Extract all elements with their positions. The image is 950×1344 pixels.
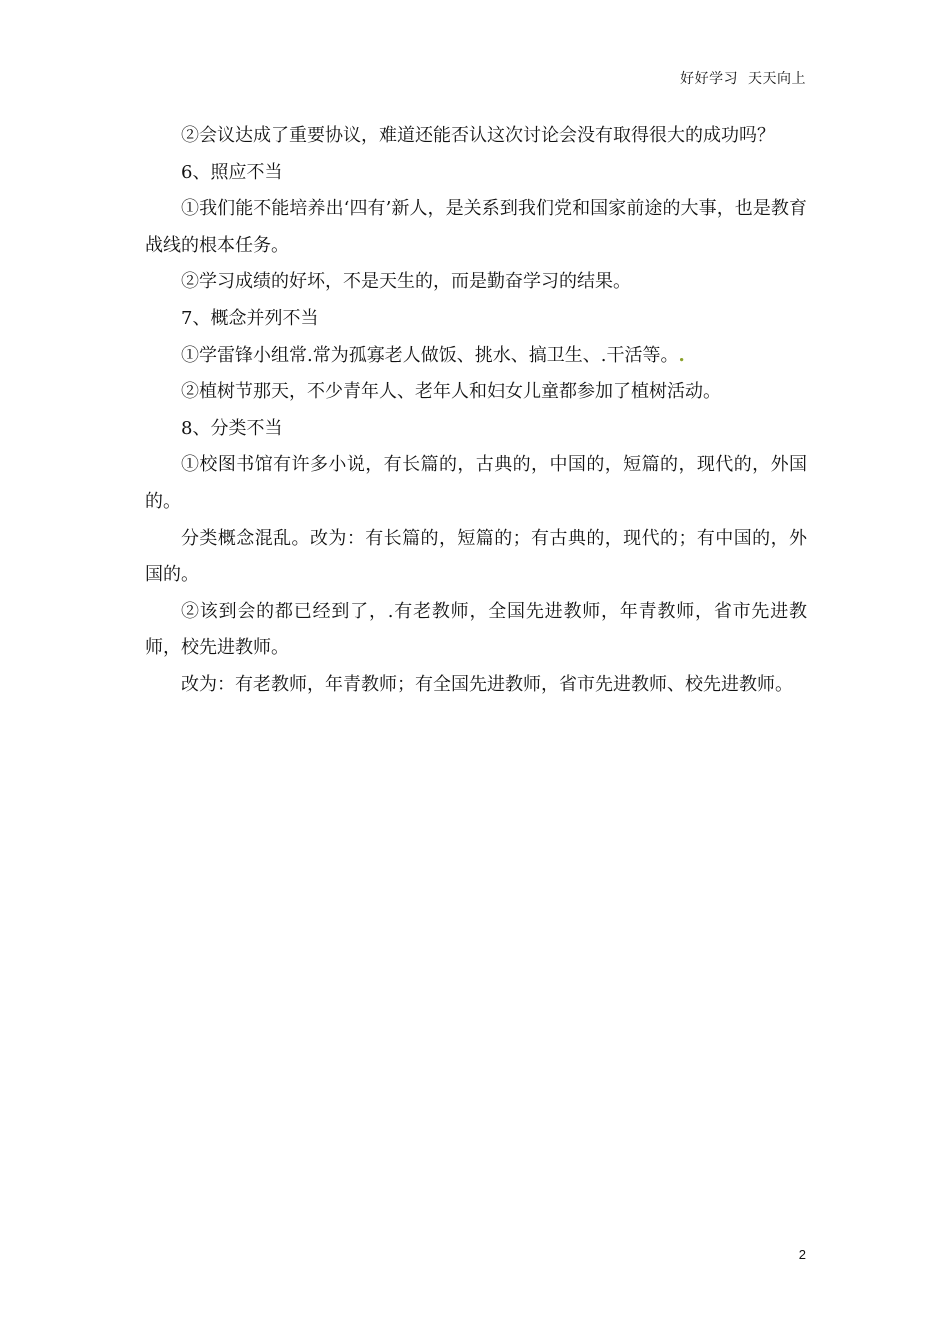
paragraph: ②学习成绩的好坏，不是天生的，而是勤奋学习的结果。 <box>181 271 631 293</box>
paragraph: ①校图书馆有许多小说，有长篇的，古典的，中国的，短篇的，现代的，外国的。 <box>145 454 807 512</box>
paragraph: ②会议达成了重要协议，难道还能否认这次讨论会没有取得很大的成功吗？ <box>181 125 775 146</box>
page-number: 2 <box>798 1247 806 1262</box>
paragraph: ①我们能不能培养出‘四有’新人，是关系到我们党和国家前途的大事，也是教育战线的根本任务。 <box>145 198 807 256</box>
paragraph: 改为：有老教师，年青教师；有全国先进教师，省市先进教师、校先进教师。 <box>181 673 793 695</box>
section-heading: 7、概念并列不当 <box>181 307 319 329</box>
annotation-mark: . <box>678 344 685 366</box>
paragraph: 分类概念混乱。改为：有长篇的，短篇的；有古典的，现代的；有中国的，外国的。 <box>145 527 807 586</box>
paragraph: ②植树节那天，不少青年人、老年人和妇女儿童都参加了植树活动。 <box>181 381 721 403</box>
paragraph: ②该到会的都已经到了，.有老教师，全国先进教师，年青教师，省市先进教师，校先进教师。 <box>145 600 807 659</box>
document-body <box>145 118 807 704</box>
section-heading: 8、分类不当 <box>181 417 283 439</box>
paragraph-text: ①学雷锋小组常.常为孤寡老人做饭、挑水、搞卫生、.干活等。 <box>181 344 679 366</box>
page-header: 好好学习 天天向上 <box>680 71 806 87</box>
paragraph-with-mark <box>145 338 807 375</box>
section-heading: 6、照应不当 <box>181 161 283 183</box>
